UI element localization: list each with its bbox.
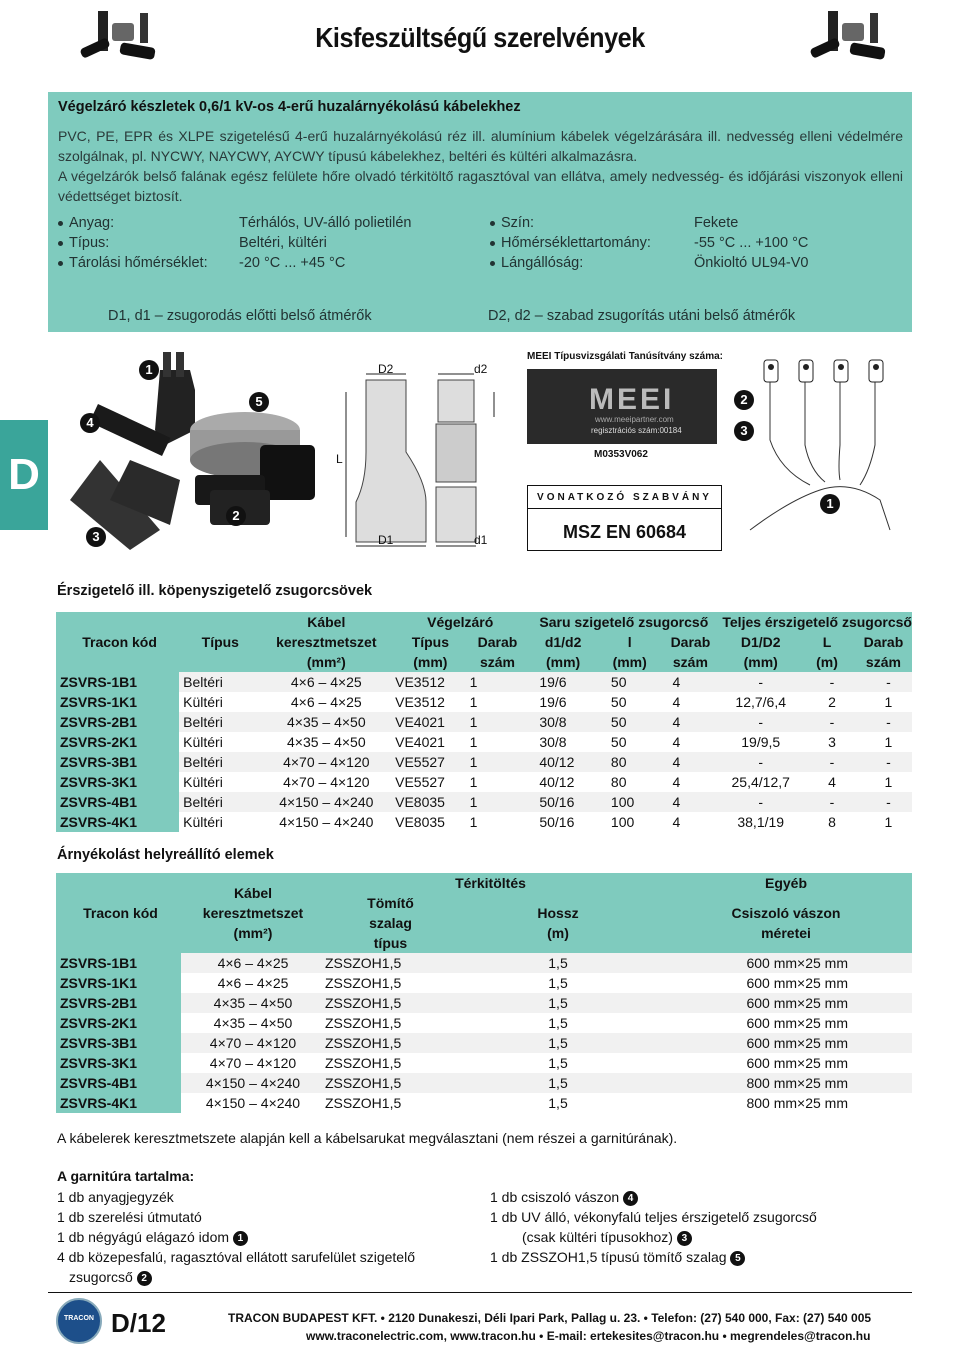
table-cell: 4 xyxy=(672,774,681,790)
spec-label: Anyag: xyxy=(69,215,115,231)
th-t-dd: D1/D2 (mm) xyxy=(740,634,781,670)
th-saru-darab: Darab szám xyxy=(670,634,711,670)
th2-hossz: Hossz (m) xyxy=(537,905,579,941)
tracon-logo xyxy=(56,1298,102,1344)
table-cell: 4×150 – 4×240 xyxy=(205,1095,301,1111)
table-row xyxy=(56,1073,912,1093)
contents-item: 1 db szerelési útmutató xyxy=(57,1209,202,1225)
cell-code: ZSVRS-1K1 xyxy=(56,692,179,712)
table-row xyxy=(56,1033,912,1053)
table-cell: Kültéri xyxy=(183,774,223,790)
table-cell: 600 mm×25 mm xyxy=(746,975,848,991)
contents-item: (csak kültéri típusokhoz) 3 xyxy=(490,1227,910,1247)
table-cell: 1,5 xyxy=(548,1015,568,1031)
table-cell: 600 mm×25 mm xyxy=(656,993,912,1013)
table-cell: 100 xyxy=(597,792,659,812)
table-cell: 1,5 xyxy=(548,1095,568,1111)
table-row xyxy=(56,732,912,752)
diameter-legend-right: D2, d2 – szabad zsugorítás utáni belső átmérők xyxy=(488,308,796,324)
table-cell: 4×70 – 4×120 xyxy=(181,1033,321,1053)
spec-row xyxy=(490,235,890,255)
table-cell: 1,5 xyxy=(456,993,656,1013)
table-cell: Beltéri xyxy=(179,712,257,732)
table-cell: - xyxy=(718,712,799,732)
table-cell: VE3512 xyxy=(391,672,466,692)
table-cell: 80 xyxy=(597,752,659,772)
spec-value: Beltéri, kültéri xyxy=(239,235,327,251)
cell-code: ZSVRS-4K1 xyxy=(56,1093,181,1113)
table-cell: 1 xyxy=(466,752,526,772)
th2-csiszolo: Csiszoló vászon méretei xyxy=(731,905,841,941)
table-cell: 50 xyxy=(610,734,627,750)
spec-value: Önkioltó UL94-V0 xyxy=(694,255,809,271)
table-cell: 4 xyxy=(658,672,718,692)
callout-2: 2 xyxy=(226,506,246,526)
footer-address: TRACON BUDAPEST KFT. • 2120 Dunakeszi, Déli Ipari Park, Pallag u. 23. • Telefon: (27) 540 000, Fax: (27) 540 005 xyxy=(228,1311,872,1325)
standard-box xyxy=(527,485,722,551)
th-t-darab: Darab szám xyxy=(863,634,904,670)
table-cell: 1,5 xyxy=(548,1055,568,1071)
table-cell: - xyxy=(799,672,851,692)
spec-label: Hőmérséklettartomány: xyxy=(501,235,651,251)
table-cell: 40/12 xyxy=(539,774,575,790)
label-D2: D2 xyxy=(378,362,394,376)
table-cell: 1,5 xyxy=(456,1033,656,1053)
table-cell: 50 xyxy=(610,694,627,710)
table-cell: 30/8 xyxy=(539,734,567,750)
callout-icon-5: 5 xyxy=(730,1251,745,1266)
label-d2: d2 xyxy=(474,362,488,376)
label-L: L xyxy=(336,452,343,466)
spec-label: Lángállóság: xyxy=(501,255,584,271)
table-cell: 600 mm×25 mm xyxy=(656,953,912,973)
table-row xyxy=(56,1093,912,1113)
table-cell: VE5527 xyxy=(391,752,466,772)
cell-code: ZSVRS-2B1 xyxy=(56,993,181,1013)
table-cell: - xyxy=(851,712,912,732)
spec-value: -20 °C ... +45 °C xyxy=(239,255,346,271)
table-cell: 600 mm×25 mm xyxy=(656,1033,912,1053)
meei-registration: regisztrációs szám:00184 xyxy=(591,426,682,435)
table1-title: Érszigetelő ill. köpenyszigetelő zsugorcsövek xyxy=(57,583,373,599)
th2-kabel: Kábel keresztmetszet (mm²) xyxy=(202,885,304,941)
callout-icon-3: 3 xyxy=(677,1231,692,1246)
th-saru: Saru szigetelő zsugorcső xyxy=(525,612,718,632)
spec-value: Térhálós, UV-álló polietilén xyxy=(239,215,412,231)
table-cell: 800 mm×25 mm xyxy=(746,1095,848,1111)
table-cell: VE4021 xyxy=(395,734,445,750)
intro-paragraph-2: A végelzárók belső falának egész felülete hőre olvadó térkitöltő ragasztóval van ellátva, amely nedvesség- és időjárási viszonyok elleni védettséget biztosít. xyxy=(58,168,903,204)
spec-label: Tárolási hőmérséklet: xyxy=(69,255,208,271)
th2-tomito: Tömítő szalag típus xyxy=(367,895,414,951)
table-cell: VE4021 xyxy=(391,712,466,732)
table-cell: 1 xyxy=(469,734,478,750)
table-cell: - xyxy=(718,792,799,812)
table-cell: 25,4/12,7 xyxy=(731,774,790,790)
table-cell: 4 xyxy=(672,734,681,750)
meei-logo-text: MEEI xyxy=(589,383,675,416)
table-cell: 3 xyxy=(828,734,836,750)
table-cell: 4 xyxy=(672,814,681,830)
table-cell: ZSSZOH1,5 xyxy=(321,1073,456,1093)
table-cell: 1 xyxy=(884,734,893,750)
callout-icon-4: 4 xyxy=(623,1191,638,1206)
table-cell: Kültéri xyxy=(183,734,223,750)
table-cell: 2 xyxy=(828,694,836,710)
table-cell: 4×70 – 4×120 xyxy=(209,1055,297,1071)
spec-row xyxy=(490,255,890,275)
table-row xyxy=(56,1013,912,1033)
table-cell: 38,1/19 xyxy=(737,814,785,830)
callout-4: 4 xyxy=(80,413,100,433)
shrink-tube-table xyxy=(56,612,912,832)
intro-paragraph-1: PVC, PE, EPR és XLPE szigetelésű 4-erű huzalárnyékolású réz ill. alumínium kábelek végelzárására ill. nedvesség elleni védelmére szolgálnak, pl. NYCWY, NAYCWY, AYCWY típusú kábelekhez, beltéri és kültéri alkalmazásra. xyxy=(58,128,903,164)
table-cell: 50 xyxy=(597,672,659,692)
table-cell: - xyxy=(851,672,912,692)
table-cell: 80 xyxy=(610,774,627,790)
contents-title: A garnitúra tartalma: xyxy=(57,1168,195,1184)
section-title: Végelzáró készletek 0,6/1 kV-os 4-erű huzalárnyékolású kábelekhez xyxy=(58,99,521,115)
contents-right xyxy=(490,1187,910,1267)
cell-code: ZSVRS-4B1 xyxy=(56,792,179,812)
table-cell: Kültéri xyxy=(183,694,223,710)
meei-site: www.meeipartner.com xyxy=(595,415,674,424)
table-cell: VE5527 xyxy=(395,774,445,790)
table-cell: 1,5 xyxy=(456,953,656,973)
contents-item: 1 db UV álló, vékonyfalú teljes érszigetelő zsugorcső xyxy=(490,1209,817,1225)
meei-number: M0353V062 xyxy=(594,449,648,460)
spec-value: -55 °C ... +100 °C xyxy=(694,235,809,251)
table-cell: 4×6 – 4×25 xyxy=(290,694,362,710)
page-number: D/12 xyxy=(111,1308,166,1338)
contents-item: 1 db négyágú elágazó idom 1 xyxy=(57,1227,457,1247)
cell-code: ZSVRS-2K1 xyxy=(56,732,179,752)
cell-code: ZSVRS-2B1 xyxy=(56,712,179,732)
table-cell: 600 mm×25 mm xyxy=(746,1055,848,1071)
table-cell: - xyxy=(799,792,851,812)
callout-3: 3 xyxy=(86,527,106,547)
contents-item: 1 db csiszoló vászon 4 xyxy=(490,1187,910,1207)
standard-value: MSZ EN 60684 xyxy=(562,522,687,542)
table-row xyxy=(56,672,912,692)
th-saru-l: l (mm) xyxy=(612,634,647,670)
table-cell: - xyxy=(718,672,799,692)
th-saru-dd: d1/d2 (mm) xyxy=(544,634,582,670)
th-tracon: Tracon kód xyxy=(82,634,157,650)
table-cell: ZSSZOH1,5 xyxy=(325,975,402,991)
table-cell: VE8035 xyxy=(395,814,445,830)
th2-terkitoltes: Térkitöltés xyxy=(321,873,656,893)
table-cell: ZSSZOH1,5 xyxy=(325,1015,402,1031)
table-cell: 4×150 – 4×240 xyxy=(258,792,392,812)
table-cell: ZSSZOH1,5 xyxy=(321,993,456,1013)
cell-code: ZSVRS-4K1 xyxy=(56,812,179,832)
spec-row xyxy=(58,255,438,275)
table-cell: 50/16 xyxy=(539,814,575,830)
table-row xyxy=(56,692,912,712)
table-cell: 8 xyxy=(828,814,836,830)
kit-photo xyxy=(70,350,330,560)
diameter-legend-left: D1, d1 – zsugorodás előtti belső átmérők xyxy=(108,308,372,324)
table-cell: Beltéri xyxy=(179,672,257,692)
callout-icon-1: 1 xyxy=(233,1231,248,1246)
table-cell: 1,5 xyxy=(456,1073,656,1093)
spec-value: Fekete xyxy=(694,215,739,231)
contents-item: 1 db anyagjegyzék xyxy=(57,1189,174,1205)
callout-2-right: 2 xyxy=(734,390,754,410)
spec-label: Szín: xyxy=(501,215,535,231)
table-cell: 30/8 xyxy=(525,712,597,732)
cell-code: ZSVRS-3B1 xyxy=(56,752,179,772)
table2-title: Árnyékolást helyreállító elemek xyxy=(57,847,274,863)
table-cell: 4×35 – 4×50 xyxy=(181,993,321,1013)
th2-tracon: Tracon kód xyxy=(83,905,158,921)
th-t-l: L (m) xyxy=(816,634,838,670)
table-cell: 4×6 – 4×25 xyxy=(181,953,321,973)
table-cell: 4×6 – 4×25 xyxy=(217,975,289,991)
table-row xyxy=(56,953,912,973)
footnote: A kábelerek keresztmetszete alapján kell a kábelsarukat megválasztani (nem részei a garnitúrának). xyxy=(57,1130,678,1146)
table-cell: 600 mm×25 mm xyxy=(746,1015,848,1031)
table-cell: 1 xyxy=(469,774,478,790)
table-cell: 100 xyxy=(610,814,635,830)
shield-elements-table xyxy=(56,873,912,1113)
cell-code: ZSVRS-4B1 xyxy=(56,1073,181,1093)
table-cell: 4 xyxy=(658,752,718,772)
table-cell: - xyxy=(851,792,912,812)
th-ve-darab: Darab szám xyxy=(477,634,518,670)
contents-left xyxy=(57,1187,457,1287)
cell-code: ZSVRS-3K1 xyxy=(56,772,179,792)
table-cell: 4 xyxy=(658,792,718,812)
th-teljes: Teljes érszigetelő zsugorcső xyxy=(718,612,912,632)
table-cell: 4 xyxy=(672,694,681,710)
th-tipus: Típus xyxy=(179,612,257,672)
table-cell: ZSSZOH1,5 xyxy=(321,953,456,973)
table-cell: 19/6 xyxy=(539,694,567,710)
callout-5: 5 xyxy=(249,392,269,412)
tube-diagram xyxy=(336,352,516,552)
table-cell: 4×70 – 4×120 xyxy=(283,774,370,790)
table-row xyxy=(56,712,912,732)
table-cell: 4×150 – 4×240 xyxy=(181,1073,321,1093)
standard-label: VONATKOZÓ SZABVÁNY xyxy=(537,492,712,503)
breakout-diagram xyxy=(730,350,910,540)
table-row xyxy=(56,993,912,1013)
callout-1-right: 1 xyxy=(820,494,840,514)
label-D1: D1 xyxy=(378,533,394,547)
table-cell: 19/9,5 xyxy=(741,734,781,750)
table-cell: ZSSZOH1,5 xyxy=(325,1055,402,1071)
table-row xyxy=(56,772,912,792)
callout-icon-2: 2 xyxy=(137,1271,152,1286)
callout-3-right: 3 xyxy=(734,421,754,441)
th2-egyeb: Egyéb xyxy=(656,873,912,893)
table-cell: Kültéri xyxy=(183,814,223,830)
table-cell: 4×35 – 4×50 xyxy=(213,1015,293,1031)
spec-row xyxy=(58,235,438,255)
table-cell: ZSSZOH1,5 xyxy=(321,1033,456,1053)
table-cell: 40/12 xyxy=(525,752,597,772)
table-cell: 4×35 – 4×50 xyxy=(286,734,366,750)
contents-item: zsugorcső 2 xyxy=(57,1267,457,1287)
th-kabel: Kábel keresztmetszet (mm²) xyxy=(276,614,377,670)
cell-code: ZSVRS-1B1 xyxy=(56,672,179,692)
table-row xyxy=(56,1053,912,1073)
table-cell: 1,5 xyxy=(548,975,568,991)
th-ve-tipus: Típus (mm) xyxy=(411,634,450,670)
table-row xyxy=(56,792,912,812)
cell-code: ZSVRS-2K1 xyxy=(56,1013,181,1033)
table-row xyxy=(56,973,912,993)
section-tab: D xyxy=(0,420,48,530)
table-cell: 4×6 – 4×25 xyxy=(258,672,392,692)
table-cell: 1 xyxy=(884,774,893,790)
table-cell: 19/6 xyxy=(525,672,597,692)
spec-row xyxy=(490,215,890,235)
table-cell: 4×70 – 4×120 xyxy=(258,752,392,772)
spec-row xyxy=(58,215,438,235)
table-cell: VE8035 xyxy=(391,792,466,812)
table-cell: 1 xyxy=(469,814,478,830)
page-title: Kisfeszültségű szerelvények xyxy=(315,22,645,53)
table-cell: - xyxy=(799,752,851,772)
th-vegelzaro: Végelzáró xyxy=(391,612,525,632)
spec-label: Típus: xyxy=(69,235,110,251)
table-cell: - xyxy=(718,752,799,772)
table-cell: 50 xyxy=(597,712,659,732)
table-cell: 1 xyxy=(884,814,893,830)
table-cell: 50/16 xyxy=(525,792,597,812)
table-cell: 4×35 – 4×50 xyxy=(258,712,392,732)
table-cell: - xyxy=(851,752,912,772)
contents-item: 4 db közepesfalú, ragasztóval ellátott sarufelület szigetelő xyxy=(57,1249,415,1265)
cell-code: ZSVRS-3B1 xyxy=(56,1033,181,1053)
table-row xyxy=(56,752,912,772)
callout-1: 1 xyxy=(139,360,159,380)
cell-code: ZSVRS-3K1 xyxy=(56,1053,181,1073)
specs-right xyxy=(490,215,890,275)
table-cell: 4 xyxy=(828,774,836,790)
tracon-logo-text: TRACON xyxy=(64,1315,94,1322)
table-cell: 800 mm×25 mm xyxy=(656,1073,912,1093)
table-cell: Beltéri xyxy=(179,792,257,812)
footer-contacts: www.traconelectric.com, www.tracon.hu • E-mail: ertekesites@tracon.hu • megrendeles@tracon.hu xyxy=(306,1329,871,1343)
cell-code: ZSVRS-1K1 xyxy=(56,973,181,993)
meei-logo xyxy=(527,369,717,444)
table-row xyxy=(56,812,912,832)
table-cell: 1 xyxy=(884,694,893,710)
table-cell: 4 xyxy=(658,712,718,732)
meei-caption: MEEI Típusvizsgálati Tanúsítvány száma: xyxy=(527,351,723,362)
table-cell: 4×150 – 4×240 xyxy=(279,814,374,830)
table-cell: 1 xyxy=(466,792,526,812)
table-cell: 12,7/6,4 xyxy=(735,694,787,710)
table-cell: - xyxy=(799,712,851,732)
label-d1: d1 xyxy=(474,533,488,547)
table-cell: ZSSZOH1,5 xyxy=(325,1095,402,1111)
cell-code: ZSVRS-1B1 xyxy=(56,953,181,973)
table-cell: 1 xyxy=(466,712,526,732)
table-cell: Beltéri xyxy=(179,752,257,772)
table-cell: 1 xyxy=(469,694,478,710)
specs-left xyxy=(58,215,438,275)
contents-item: 1 db ZSSZOH1,5 típusú tömítő szalag 5 xyxy=(490,1247,910,1267)
table-cell: VE3512 xyxy=(395,694,445,710)
table-cell: 1 xyxy=(466,672,526,692)
